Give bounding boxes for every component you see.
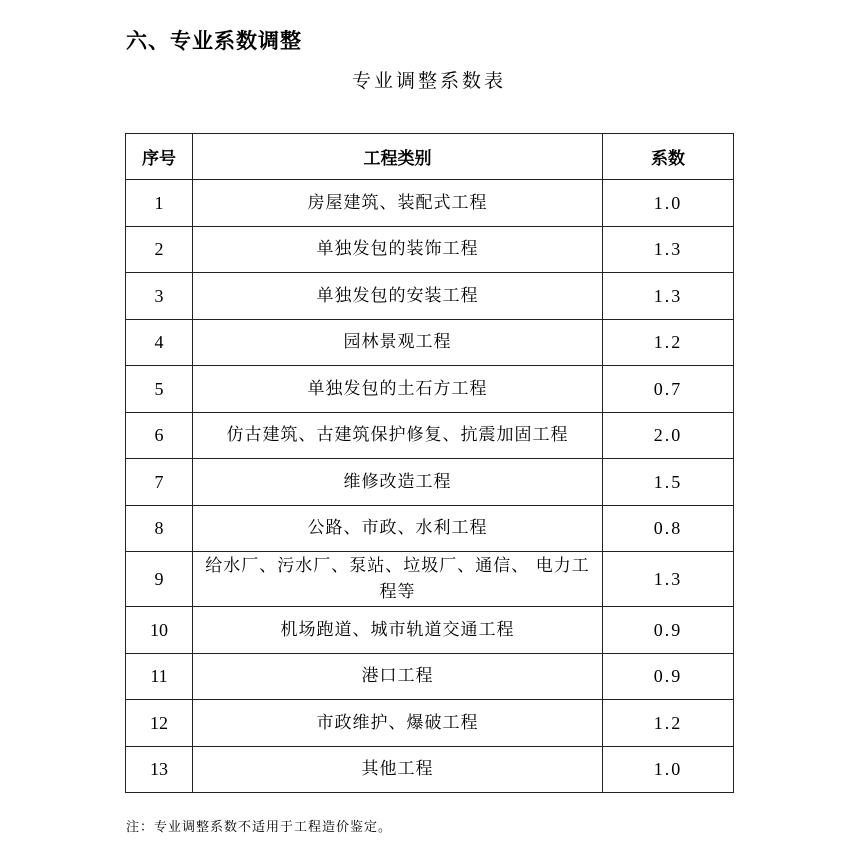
row-category: 给水厂、污水厂、泵站、垃圾厂、通信、 电力工程等 xyxy=(193,552,603,607)
table-row xyxy=(126,653,734,700)
row-number: 5 xyxy=(126,366,193,413)
table-row xyxy=(126,746,734,793)
table-row xyxy=(126,552,734,607)
row-coefficient: 0.9 xyxy=(603,653,734,700)
section-heading: 六、专业系数调整 xyxy=(126,29,302,53)
row-coefficient: 1.2 xyxy=(603,319,734,366)
footnote: 注：专业调整系数不适用于工程造价鉴定。 xyxy=(126,820,393,835)
row-number: 3 xyxy=(126,273,193,320)
row-category: 仿古建筑、古建筑保护修复、抗震加固工程 xyxy=(193,412,603,459)
header-serial-number: 序号 xyxy=(126,134,193,180)
row-number: 1 xyxy=(126,180,193,227)
row-category: 单独发包的装饰工程 xyxy=(193,226,603,273)
row-coefficient: 1.2 xyxy=(603,700,734,747)
row-coefficient: 2.0 xyxy=(603,412,734,459)
row-coefficient: 1.3 xyxy=(603,273,734,320)
row-category: 市政维护、爆破工程 xyxy=(193,700,603,747)
table-row xyxy=(126,319,734,366)
row-number: 4 xyxy=(126,319,193,366)
row-coefficient: 1.3 xyxy=(603,552,734,607)
row-number: 8 xyxy=(126,505,193,552)
row-coefficient: 1.3 xyxy=(603,226,734,273)
table-title: 专业调整系数表 xyxy=(351,70,506,92)
table-row xyxy=(126,607,734,654)
header-project-category: 工程类别 xyxy=(193,134,603,180)
header-coefficient: 系数 xyxy=(603,134,734,180)
row-number: 12 xyxy=(126,700,193,747)
row-number: 10 xyxy=(126,607,193,654)
row-number: 7 xyxy=(126,459,193,506)
table-row xyxy=(126,700,734,747)
coefficient-table xyxy=(125,133,734,793)
row-category: 单独发包的安装工程 xyxy=(193,273,603,320)
row-category: 其他工程 xyxy=(193,746,603,793)
row-coefficient: 1.5 xyxy=(603,459,734,506)
table-row xyxy=(126,180,734,227)
row-number: 11 xyxy=(126,653,193,700)
table-row xyxy=(126,226,734,273)
row-coefficient: 0.8 xyxy=(603,505,734,552)
row-coefficient: 1.0 xyxy=(603,180,734,227)
table-row xyxy=(126,273,734,320)
row-number: 2 xyxy=(126,226,193,273)
table-row xyxy=(126,366,734,413)
row-number: 6 xyxy=(126,412,193,459)
row-number: 9 xyxy=(126,552,193,607)
row-category: 港口工程 xyxy=(193,653,603,700)
row-category: 机场跑道、城市轨道交通工程 xyxy=(193,607,603,654)
row-category: 公路、市政、水利工程 xyxy=(193,505,603,552)
row-coefficient: 0.9 xyxy=(603,607,734,654)
row-coefficient: 1.0 xyxy=(603,746,734,793)
row-category: 园林景观工程 xyxy=(193,319,603,366)
row-number: 13 xyxy=(126,746,193,793)
row-category: 维修改造工程 xyxy=(193,459,603,506)
row-category: 房屋建筑、装配式工程 xyxy=(193,180,603,227)
table-header-row xyxy=(126,134,734,180)
table-row xyxy=(126,412,734,459)
row-category: 单独发包的土石方工程 xyxy=(193,366,603,413)
row-coefficient: 0.7 xyxy=(603,366,734,413)
table-row xyxy=(126,505,734,552)
table-row xyxy=(126,459,734,506)
